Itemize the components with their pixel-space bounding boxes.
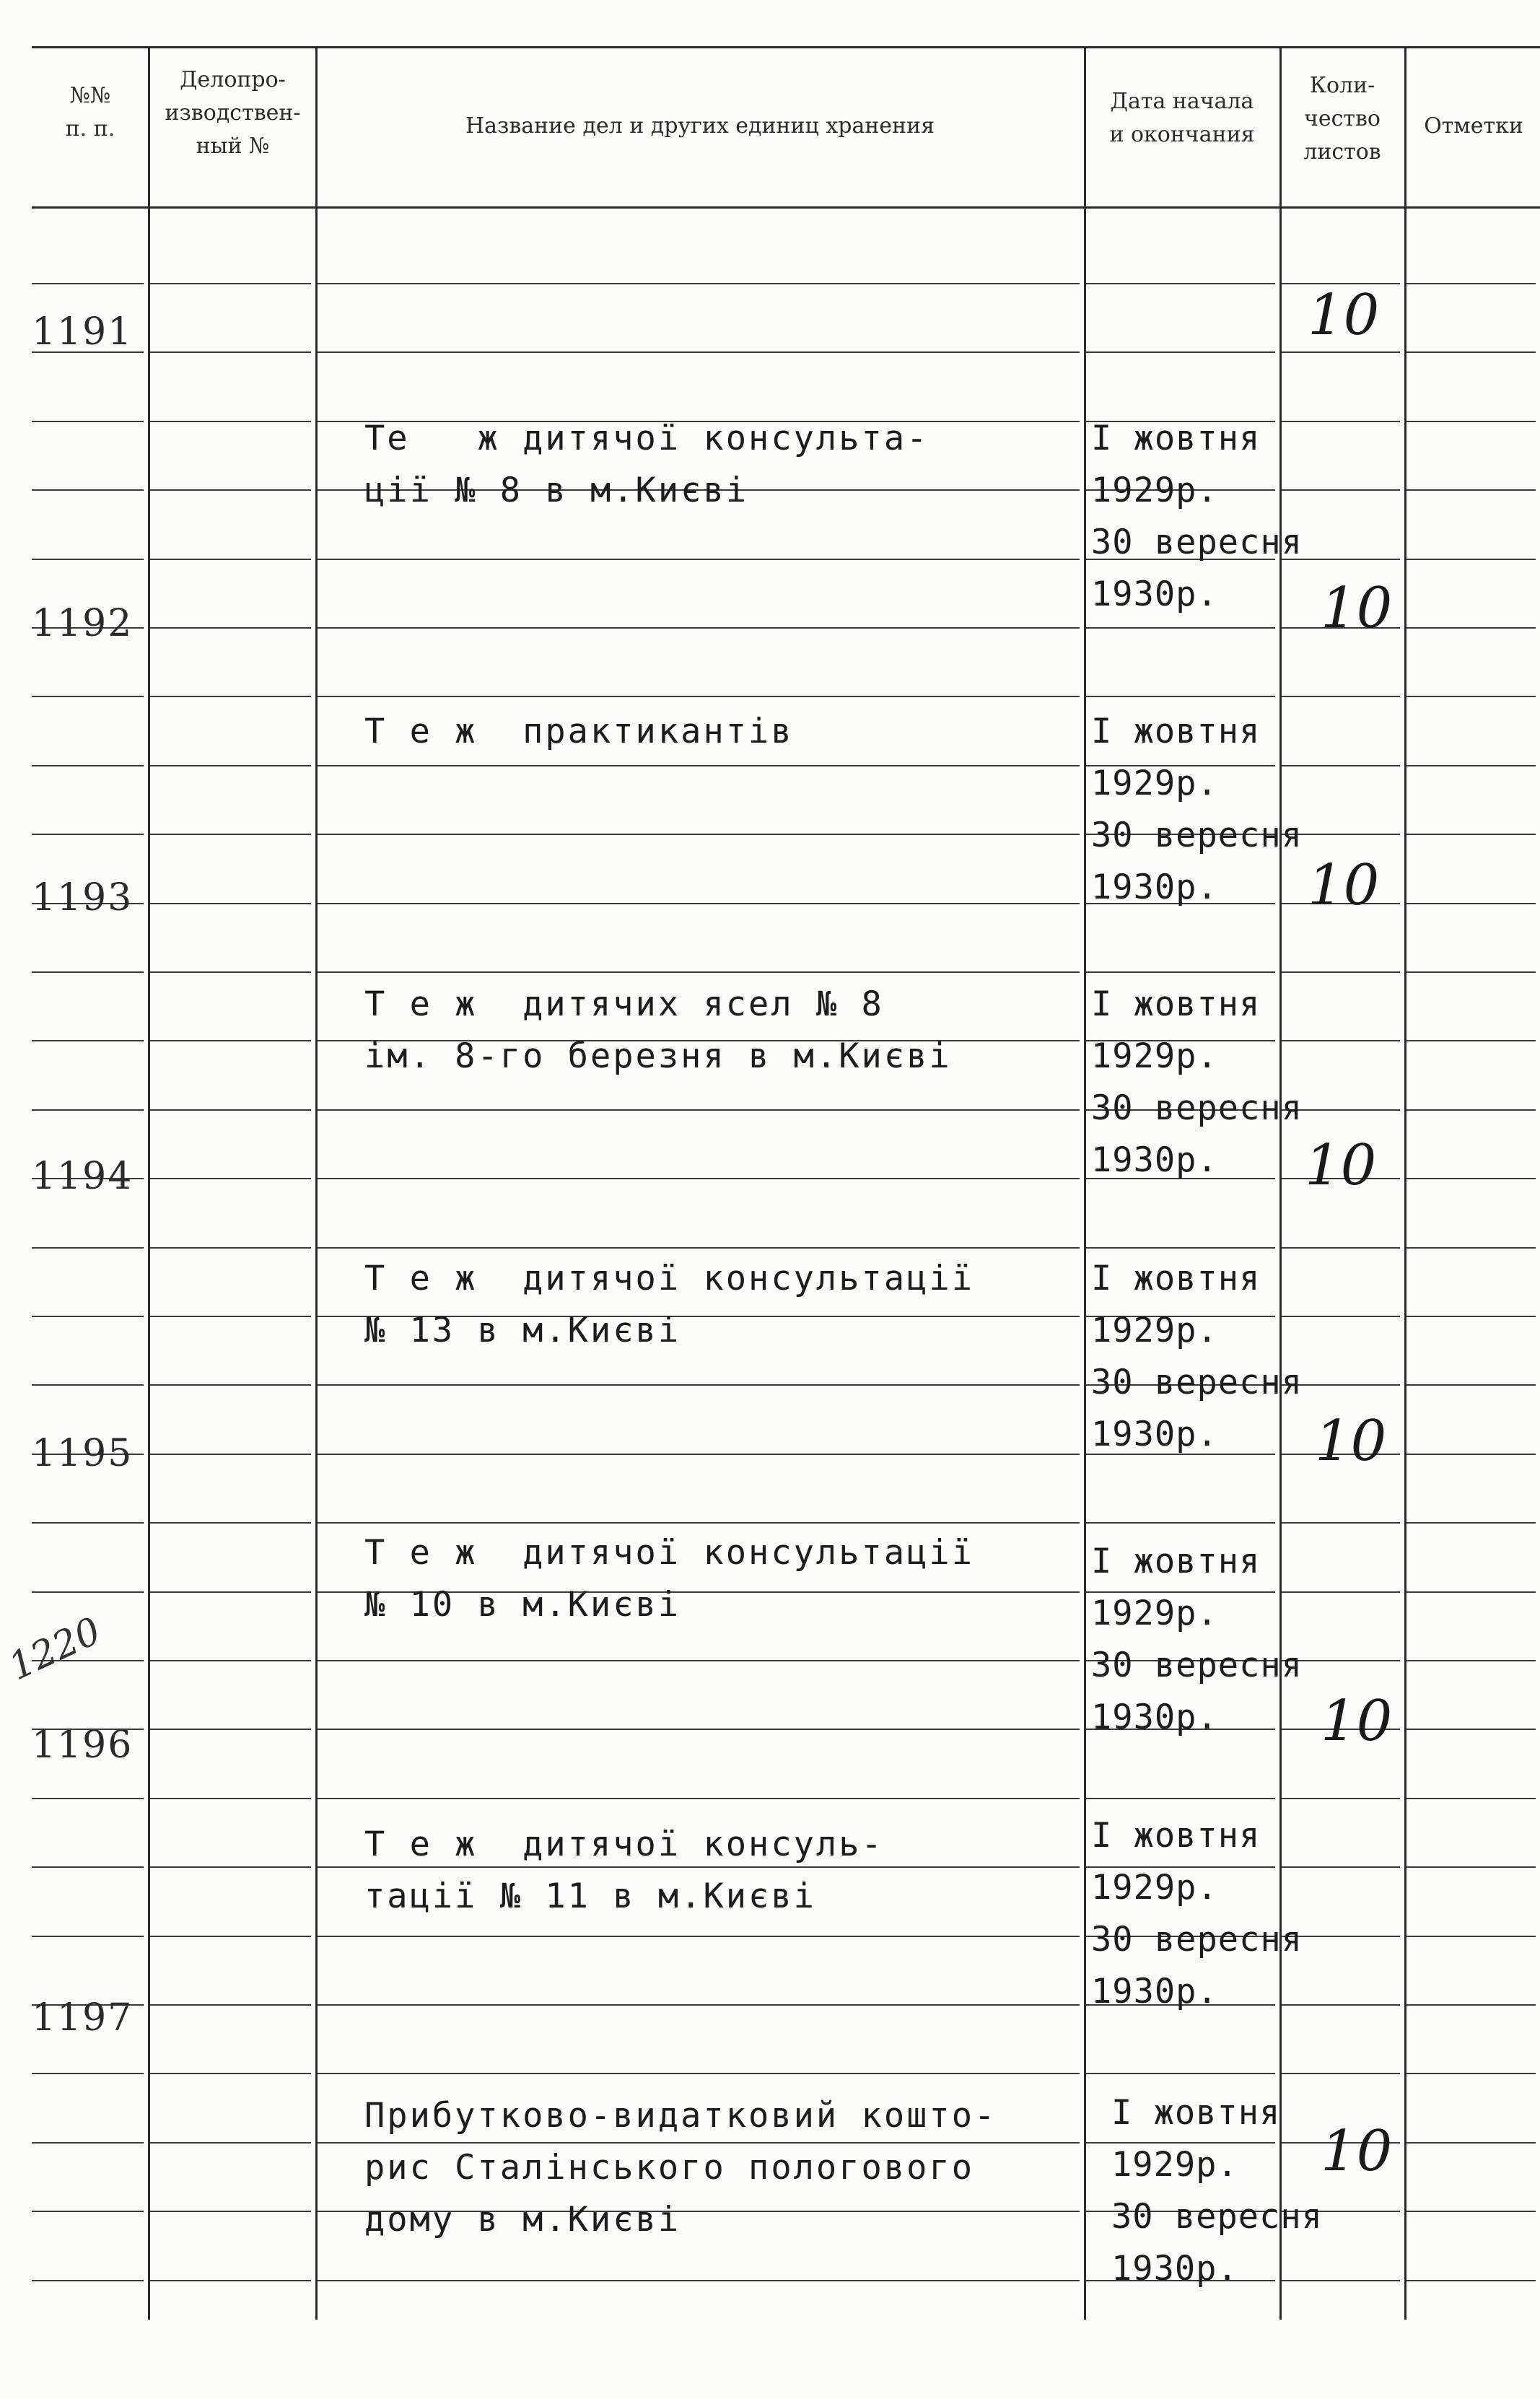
entry-title: Т е ж дитячої консультації № 10 в м.Києві [364, 1533, 975, 1625]
col-rule-3 [1084, 46, 1086, 2320]
entry-dates: І жовтня 1929р. 30 вересня 1930р. [1091, 1542, 1303, 1737]
entry-title: Т е ж дитячої консуль- тації № 11 в м.Києві [364, 1825, 884, 1916]
row-rule [1406, 421, 1536, 422]
row-rule [1406, 2073, 1536, 2074]
row-rule [1086, 283, 1275, 284]
header-top-rule [32, 46, 1540, 48]
row-rule [150, 1522, 311, 1524]
row-rule [150, 489, 311, 491]
header-office-num: Делопро- изводствен- ный № [165, 67, 301, 159]
row-rule [32, 696, 144, 697]
entry-dates: І жовтня 1929р. 30 вересня 1930р. [1111, 2093, 1323, 2289]
row-rule [1406, 1178, 1536, 1179]
row-rule [32, 2280, 144, 2281]
entry-sheet-count: 10 [1321, 1689, 1393, 1754]
row-rule [32, 2211, 144, 2212]
entry-dates: І жовтня 1929р. 30 вересня 1930р. [1091, 1259, 1303, 1454]
row-rule [150, 903, 311, 904]
entry-title: Т е ж практикантів [364, 712, 794, 751]
entry-dates: І жовтня 1929р. 30 вересня 1930р. [1091, 712, 1303, 907]
entry-title: Прибутково-видатковий кошто- рис Сталінського пологового дому в м.Києві [364, 2096, 997, 2239]
header-num: №№ п. п. [65, 83, 115, 141]
row-rule [150, 351, 311, 353]
row-rule [1406, 2004, 1536, 2006]
row-rule [32, 1936, 144, 1937]
entry-dates: І жовтня 1929р. 30 вересня 1930р. [1091, 984, 1303, 1180]
entry-number: 1192 [32, 602, 134, 645]
row-rule [1406, 971, 1536, 973]
row-rule [150, 834, 311, 835]
entry-title: Т е ж дитячих ясел № 8 ім. 8-го березня в м.Києві [364, 984, 952, 1076]
row-rule [150, 971, 311, 973]
row-rule [150, 1040, 311, 1041]
row-rule [32, 971, 144, 973]
row-rule [1406, 2211, 1536, 2212]
row-rule [32, 283, 144, 284]
row-rule [1406, 489, 1536, 491]
row-rule [1406, 283, 1536, 284]
row-rule [32, 1316, 144, 1317]
row-rule [1406, 903, 1536, 904]
row-rule [150, 1109, 311, 1111]
row-rule [150, 2073, 311, 2074]
col-rule-1 [148, 46, 150, 2320]
row-rule [150, 1178, 311, 1179]
row-rule [150, 1866, 311, 1868]
entry-title: Те ж дитячої консульта- ції № 8 в м.Києві [364, 419, 929, 510]
header-notes: Отметки [1424, 113, 1523, 139]
margin-note: 1220 [2, 1609, 108, 1690]
row-rule [1406, 1798, 1536, 1799]
entry-number: 1195 [32, 1432, 134, 1475]
row-rule [1406, 559, 1536, 560]
row-rule [1406, 1729, 1536, 1730]
row-rule [32, 1798, 144, 1799]
row-rule [32, 1866, 144, 1868]
row-rule [150, 2211, 311, 2212]
entry-number: 1194 [32, 1155, 134, 1198]
row-rule [150, 1591, 311, 1593]
row-rule [1406, 1109, 1536, 1111]
row-rule [1406, 1040, 1536, 1041]
row-rule [1406, 1591, 1536, 1593]
entry-sheet-count: 10 [1305, 1133, 1377, 1198]
row-rule [32, 2073, 144, 2074]
row-rule [150, 2280, 311, 2281]
row-rule [1406, 2142, 1536, 2144]
row-rule [32, 559, 144, 560]
row-rule [1406, 834, 1536, 835]
row-rule [318, 283, 1080, 284]
row-rule [1406, 2280, 1536, 2281]
entry-title: Т е ж дитячої консультації № 13 в м.Києві [364, 1259, 975, 1350]
row-rule [32, 765, 144, 766]
row-rule [32, 1247, 144, 1249]
row-rule [150, 1798, 311, 1799]
entry-dates: І жовтня 1929р. 30 вересня 1930р. [1091, 1816, 1303, 2011]
row-rule [1406, 1247, 1536, 1249]
row-rule [1406, 1936, 1536, 1937]
entry-number: 1197 [32, 1996, 134, 2040]
row-rule [1406, 765, 1536, 766]
row-rule [1406, 1454, 1536, 1455]
row-rule [1406, 1522, 1536, 1524]
row-rule [1406, 696, 1536, 697]
entry-number: 1193 [32, 876, 134, 919]
header-bottom-rule [32, 206, 1540, 209]
row-rule [150, 765, 311, 766]
row-rule [150, 559, 311, 560]
col-rule-5 [1404, 46, 1406, 2320]
row-rule [150, 1729, 311, 1730]
header-title: Название дел и других единиц хранения [465, 113, 935, 139]
entry-sheet-count: 10 [1321, 2119, 1393, 2184]
entry-sheet-count: 10 [1321, 576, 1393, 641]
row-rule [150, 1316, 311, 1317]
header-count: Коли- чество листов [1303, 73, 1381, 165]
row-rule [32, 1522, 144, 1524]
entry-sheet-count: 10 [1308, 853, 1380, 918]
row-rule [150, 1247, 311, 1249]
row-rule [32, 834, 144, 835]
row-rule [32, 1040, 144, 1041]
row-rule [150, 2004, 311, 2006]
row-rule [150, 283, 311, 284]
row-rule [32, 1384, 144, 1386]
row-rule [150, 627, 311, 629]
entry-number: 1196 [32, 1723, 134, 1767]
row-rule [150, 1454, 311, 1455]
row-rule [150, 1384, 311, 1386]
row-rule [32, 489, 144, 491]
entry-number: 1191 [32, 310, 134, 354]
row-rule [150, 421, 311, 422]
entry-sheet-count: 10 [1308, 283, 1380, 348]
col-rule-2 [315, 46, 318, 2320]
row-rule [32, 421, 144, 422]
row-rule [150, 1936, 311, 1937]
row-rule [1406, 1384, 1536, 1386]
row-rule [32, 1109, 144, 1111]
row-rule [1406, 1316, 1536, 1317]
entry-dates: І жовтня 1929р. 30 вересня 1930р. [1091, 419, 1303, 614]
header-dates: Дата начала и окончания [1109, 89, 1255, 147]
row-rule [32, 1591, 144, 1593]
row-rule [150, 2142, 311, 2144]
entry-sheet-count: 10 [1315, 1409, 1387, 1474]
row-rule [1406, 351, 1536, 353]
row-rule [1406, 1660, 1536, 1661]
row-rule [150, 696, 311, 697]
row-rule [1406, 627, 1536, 629]
row-rule [32, 2142, 144, 2144]
row-rule [1406, 1866, 1536, 1868]
row-rule [150, 1660, 311, 1661]
